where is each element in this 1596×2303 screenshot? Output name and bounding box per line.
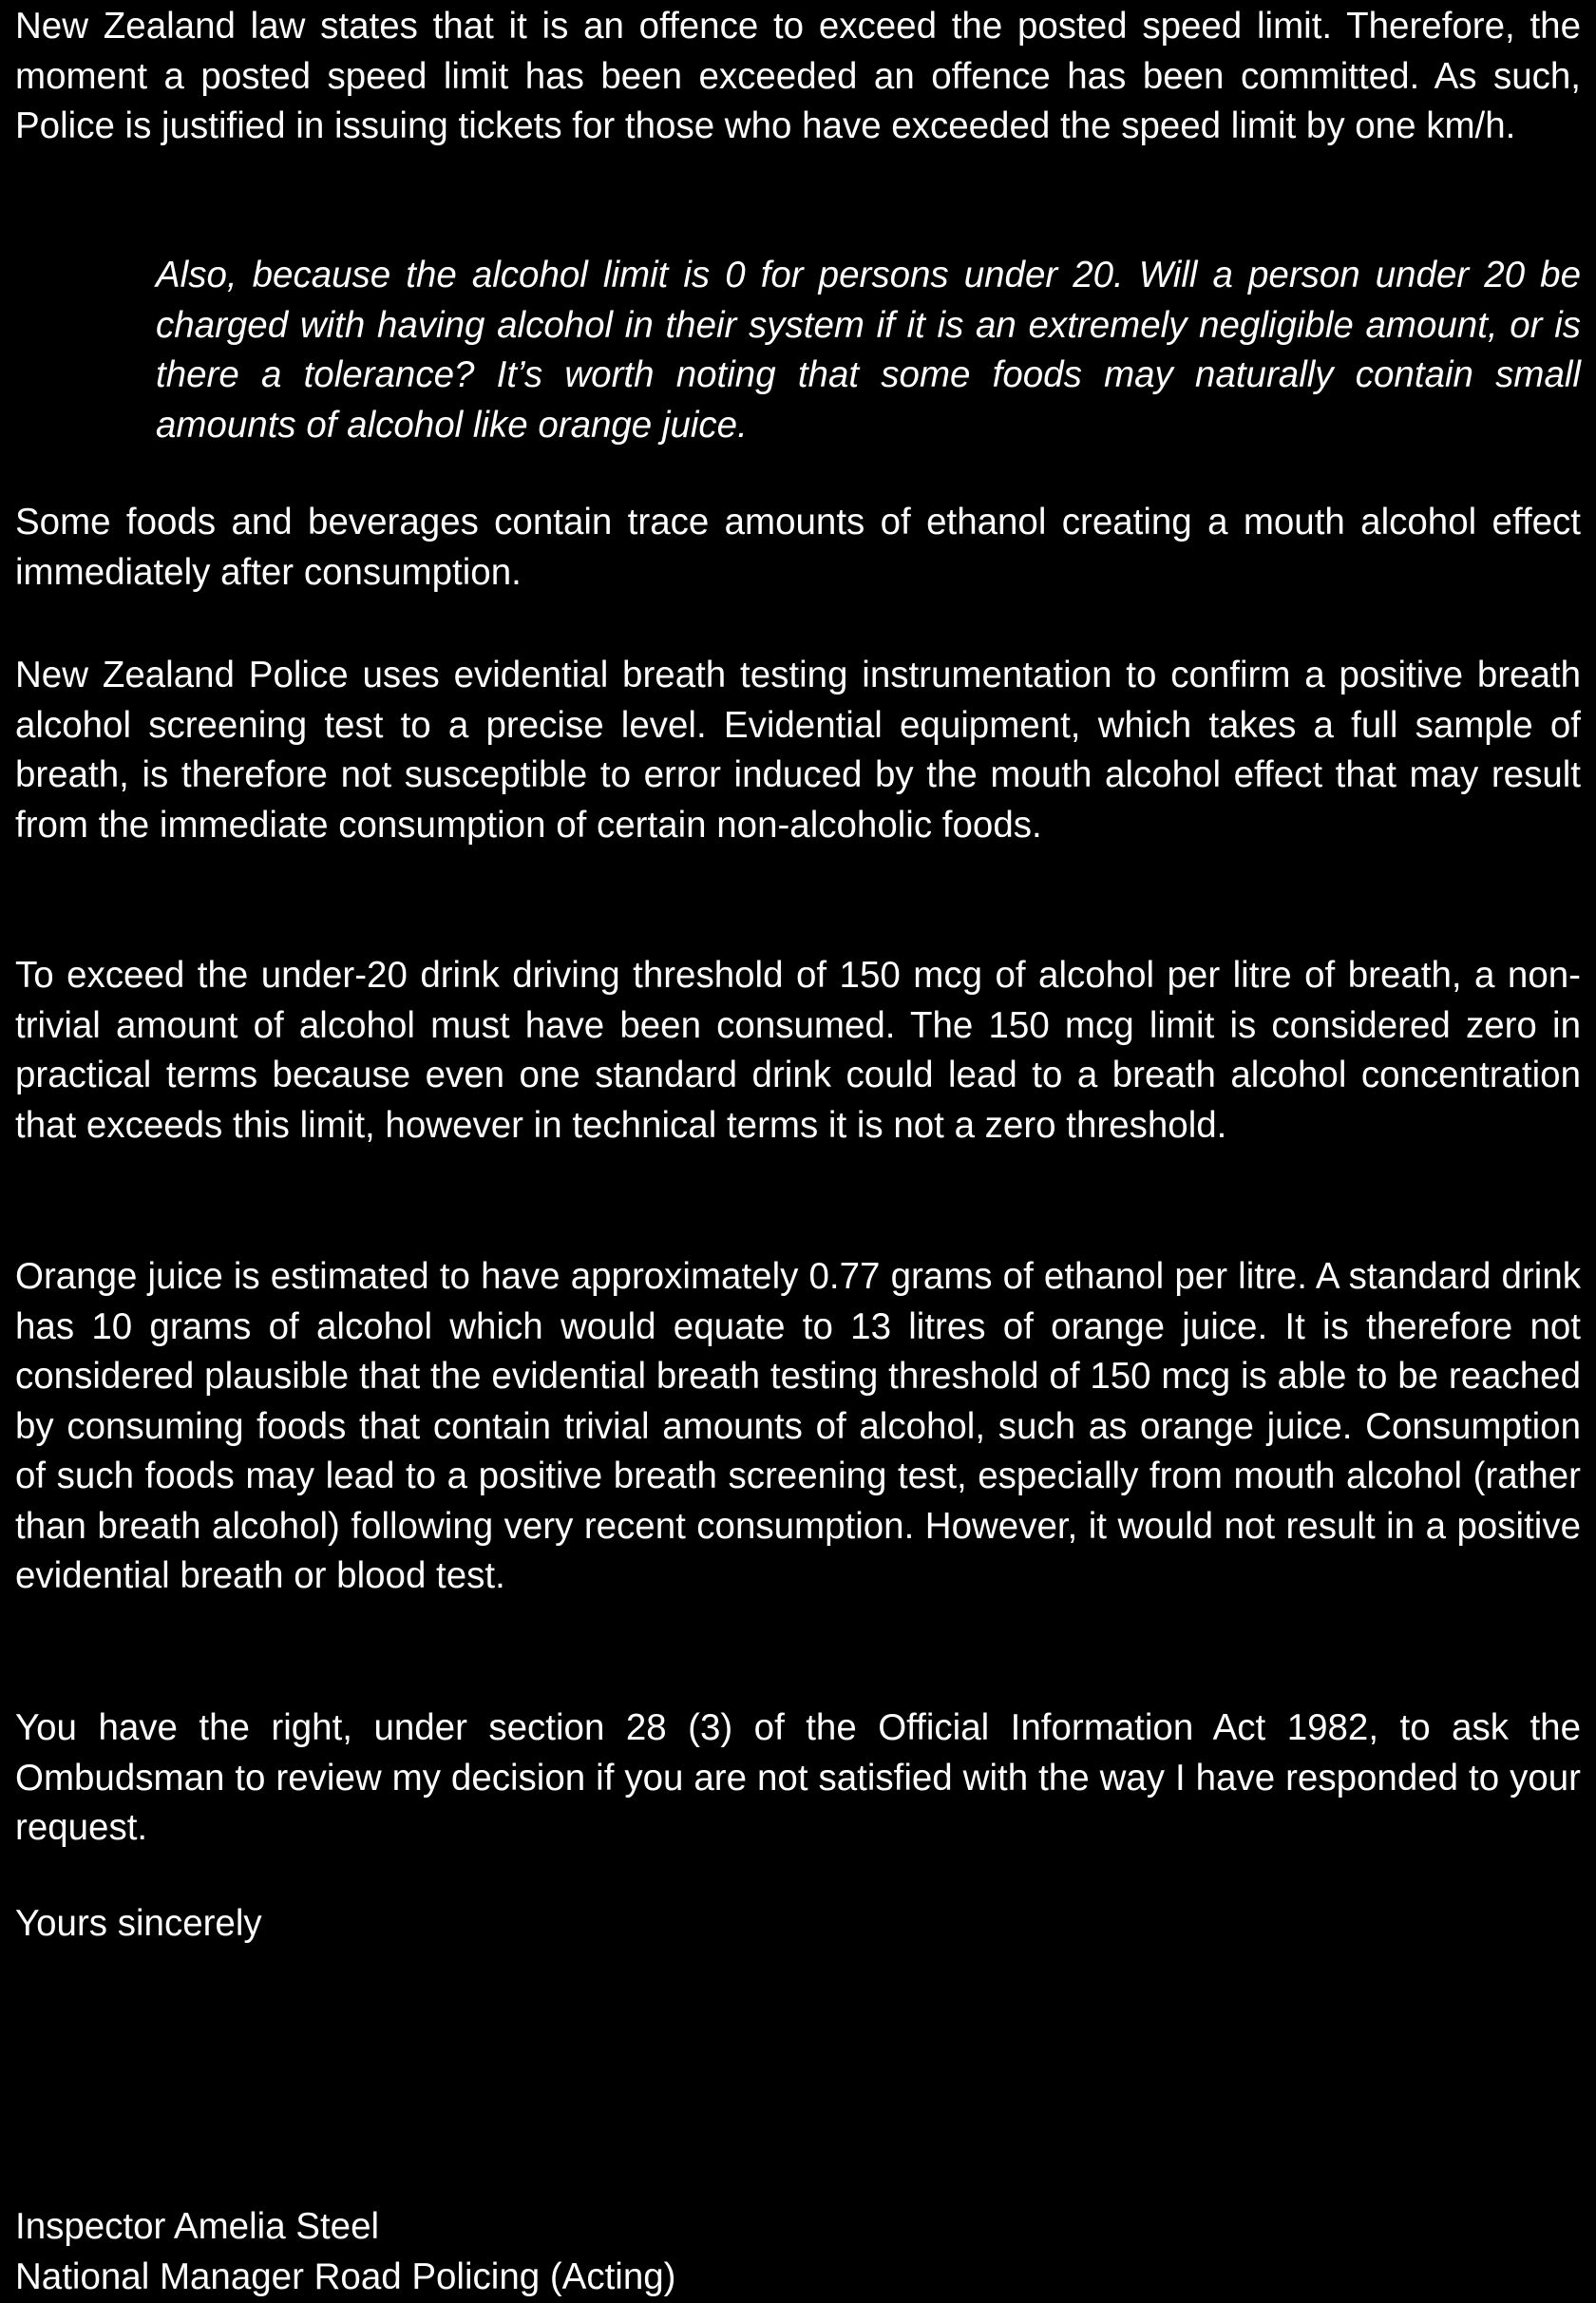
signatory-name: Inspector Amelia Steel	[15, 2206, 380, 2247]
signature-block	[15, 2202, 1581, 2302]
signatory-title: National Manager Road Policing (Acting)	[15, 2255, 676, 2297]
closing-salutation: Yours sincerely	[15, 1903, 262, 1944]
paragraph-ombudsman-rights: You have the right, under section 28 (3) of the Official Information Act 1982, to ask the Ombudsman to review my decision if you are not satisfied with the way I have responded to your request.	[15, 1707, 1581, 1848]
paragraph-evidential-testing: New Zealand Police uses evidential breath testing instrumentation to confirm a positive breath alcohol screening test to a precise level. Evidential equipment, which takes a full sample of breath, is therefore not susceptible to error induced by the mouth alcohol effect that may result from the immediate consumption of certain non-alcoholic foods.	[15, 655, 1581, 846]
quoted-question: Also, because the alcohol limit is 0 for persons under 20. Will a person under 20 be charged with having alcohol in their system if it is an extremely negligible amount, or is there a tolerance? It’s worth noting that some foods may naturally contain small amounts of alcohol like orange juice.	[156, 255, 1581, 446]
paragraph-speed-limit: New Zealand law states that it is an offence to exceed the posted speed limit. Therefore, the moment a posted speed limit has been exceeded an offence has been committed. As such, Police is justified in issuing tickets for those who have exceeded the speed limit by one km/h.	[15, 6, 1581, 146]
paragraph-under-20-threshold: To exceed the under-20 drink driving threshold of 150 mcg of alcohol per litre of breath, a non-trivial amount of alcohol must have been consumed. The 150 mcg limit is considered zero in practical terms because even one standard drink could lead to a breath alcohol concentration that exceeds this limit, however in technical terms it is not a zero threshold.	[15, 955, 1581, 1146]
paragraph-orange-juice: Orange juice is estimated to have approximately 0.77 grams of ethanol per litre. A standard drink has 10 grams of alcohol which would equate to 13 litres of orange juice. It is therefore not considered plausible that the evidential breath testing threshold of 150 mcg is able to be reached by consuming foods that contain trivial amounts of alcohol, such as orange juice. Consumption of such foods may lead to a positive breath screening test, especially from mouth alcohol (rather than breath alcohol) following very recent consumption. However, it would not result in a positive evidential breath or blood test.	[15, 1256, 1581, 1596]
paragraph-mouth-alcohol: Some foods and beverages contain trace amounts of ethanol creating a mouth alcohol effect immediately after consumption.	[15, 502, 1581, 593]
